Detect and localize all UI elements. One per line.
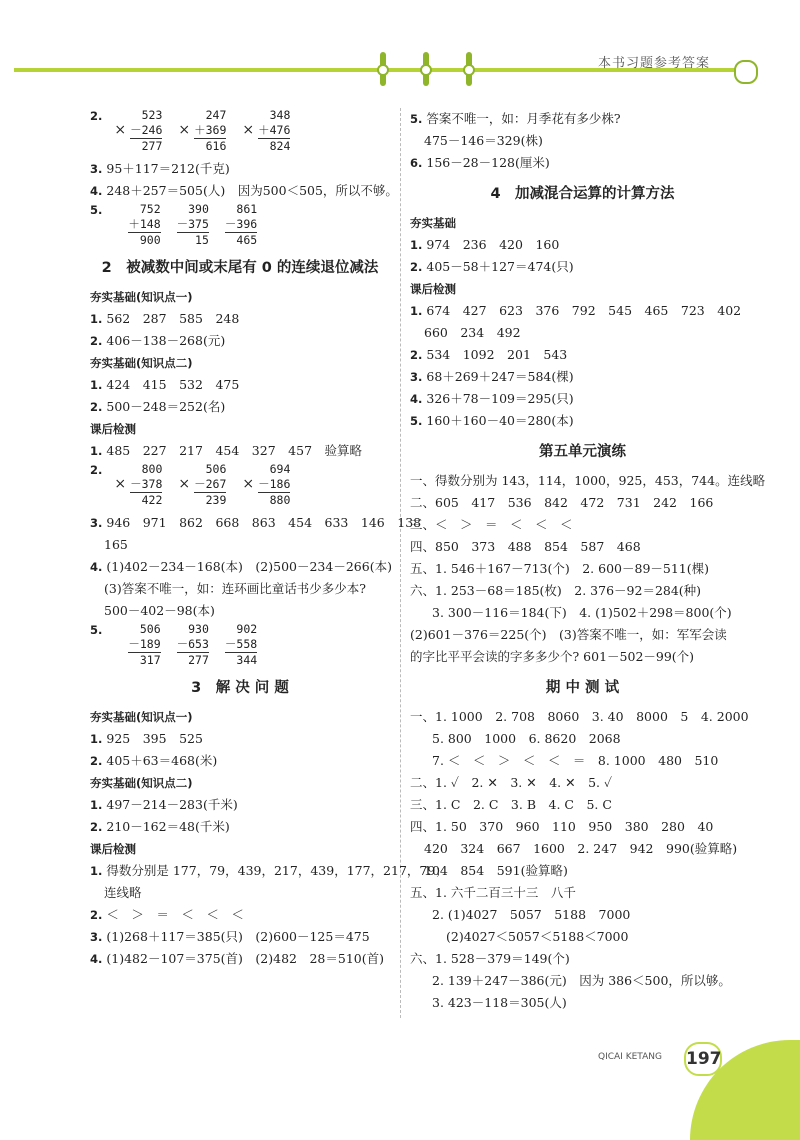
answer-line: 4. 248＋257＝505(人) 因为500＜505，所以不够。	[90, 183, 398, 198]
answer-line: (2)601－376＝225(个) (3)答案不唯一，如：军军会读	[410, 627, 727, 642]
answer-line: 1. 得数分别是 177，79，439，217，439，177，217，79；	[90, 863, 448, 878]
vertical-calc: 930 －653 277	[176, 622, 209, 667]
answer-line: 1. 424 415 532 475	[90, 377, 240, 392]
subheading: 课后检测	[90, 842, 136, 856]
subheading: 课后检测	[90, 422, 136, 436]
answer-line: 3. 68＋269＋247＝584(棵)	[410, 369, 574, 384]
answer-line: 1. 974 236 420 160	[410, 237, 560, 252]
item-number: 2.	[90, 463, 103, 477]
answer-line: 2. 405－58＋127＝474(只)	[410, 259, 574, 274]
section-heading: 4 加减混合运算的计算方法	[490, 186, 675, 202]
answer-line: 四、1. 50 370 960 110 950 380 280 40	[410, 819, 714, 834]
binder-clip-icon	[466, 52, 472, 86]
section-heading: 3 解 决 问 题	[191, 680, 289, 696]
vertical-calc-group	[114, 462, 302, 508]
footer-brand: QICAI KETANG	[598, 1052, 662, 1062]
subheading: 夯实基础(知识点二)	[90, 356, 193, 370]
vertical-calc: 902 －558 344	[224, 622, 258, 667]
item-number: 2.	[90, 109, 103, 123]
vertical-calc: 506 －189 317	[128, 622, 161, 667]
vertical-calc: 523 －246 277	[130, 108, 163, 153]
answer-line: 5. 160＋160－40＝280(本)	[410, 413, 574, 428]
item-number: 5.	[90, 203, 103, 217]
answer-line: 六、1. 528－379＝149(个)	[410, 951, 570, 966]
answer-line: 6. 156－28－128(厘米)	[410, 155, 550, 170]
answer-line: 420 324 667 1600 2. 247 942 990(验算略)	[424, 841, 738, 856]
answer-line: 1. 562 287 585 248	[90, 311, 240, 326]
answer-line: 二、605 417 536 842 472 731 242 166	[410, 495, 714, 510]
answer-line: 三、1. C 2. C 3. B 4. C 5. C	[410, 797, 612, 812]
answer-line: 2. 210－162＝48(千米)	[90, 819, 230, 834]
subheading: 夯实基础(知识点一)	[90, 710, 193, 724]
answer-line: (3)答案不唯一，如：连环画比童话书少多少本?	[104, 581, 366, 596]
subheading: 夯实基础	[410, 216, 456, 230]
answer-line: 2. 405＋63＝468(米)	[90, 753, 218, 768]
answer-line: 二、1. ✓ 2. ✕ 3. ✕ 4. ✕ 5. ✓	[410, 775, 613, 790]
answer-line: 四、850 373 488 854 587 468	[410, 539, 641, 554]
answer-5-vertical-calcs	[90, 202, 390, 248]
answer-line: 2. 139＋247－386(元) 因为 386＜500，所以够。	[432, 973, 731, 988]
answer-line: 一、得数分别为 143，114，1000，925，453，744。连线略	[410, 473, 766, 488]
vertical-calc-group	[128, 202, 269, 248]
wrong-mark-icon: ×	[114, 122, 127, 138]
answer-line: 1. 497－214－283(千米)	[90, 797, 238, 812]
answer-line: 五、1. 六千二百三十三 八千	[410, 885, 576, 900]
wrong-mark-icon: ×	[242, 122, 255, 138]
answer-line: 4. (1)482－107＝375(首) (2)482 28＝510(首)	[90, 951, 384, 966]
item-number: 5.	[90, 623, 103, 637]
right-column	[410, 108, 766, 1014]
answer-2-vertical-calcs	[90, 108, 390, 154]
answer-line: 2. (1)4027 5057 5188 7000	[432, 907, 631, 922]
vertical-calc-group	[114, 108, 302, 154]
wrong-mark-icon: ×	[178, 122, 191, 138]
answer-line: 2. 534 1092 201 543	[410, 347, 568, 362]
answer-line: 165	[104, 537, 128, 552]
answer-line: 2. ＜ ＞ ＝ ＜ ＜ ＜	[90, 907, 244, 922]
answer-line: 六、1. 253－68＝185(枚) 2. 376－92＝284(种)	[410, 583, 702, 598]
answer-5-vertical-calcs	[90, 622, 390, 668]
vertical-calc: 752 ＋148 900	[128, 202, 161, 247]
wrong-mark-icon: ×	[114, 476, 127, 492]
answer-line: 1. 485 227 217 454 327 457 验算略	[90, 443, 363, 458]
answer-line: 104 854 591(验算略)	[424, 863, 568, 878]
answer-line: 5. 800 1000 6. 8620 2068	[432, 731, 621, 746]
answer-2-vertical-calcs	[90, 462, 390, 508]
left-column	[90, 108, 448, 970]
answer-line: 3. 946 971 862 668 863 454 633 146 138	[90, 515, 422, 530]
answer-line: 1. 674 427 623 376 792 545 465 723 402	[410, 303, 742, 318]
answer-line: 的字比平平会读的字多多少个? 601－502－99(个)	[410, 649, 695, 664]
answer-line: 4. (1)402－234－168(本) (2)500－234－266(本)	[90, 559, 392, 574]
section-heading: 2 被减数中间或末尾有 0 的连续退位减法	[101, 260, 379, 276]
answer-line: 1. 925 395 525	[90, 731, 203, 746]
answer-line: (2)4027＜5057＜5188＜7000	[446, 929, 629, 944]
section-heading: 第五单元演练	[539, 444, 626, 460]
column-divider	[400, 108, 401, 1018]
vertical-calc: 694 －186 880	[258, 462, 291, 507]
section-heading: 期 中 测 试	[545, 680, 620, 696]
page-number: 197	[684, 1042, 722, 1076]
subheading: 课后检测	[410, 282, 456, 296]
vertical-calc: 348 ＋476 824	[258, 108, 291, 153]
answer-line: 3. 423－118＝305(人)	[432, 995, 567, 1010]
answer-line: 3. 95＋117＝212(千克)	[90, 161, 230, 176]
vertical-calc: 861 －396 465	[224, 202, 258, 247]
answer-line: 3. 300－116＝184(下) 4. (1)502＋298＝800(个)	[432, 605, 732, 620]
wrong-mark-icon: ×	[242, 476, 255, 492]
subheading: 夯实基础(知识点二)	[90, 776, 193, 790]
answer-line: 4. 326＋78－109＝295(只)	[410, 391, 574, 406]
binder-clip-icon	[423, 52, 429, 86]
vertical-calc-group	[128, 622, 269, 668]
answer-line: 连线略	[104, 885, 142, 900]
answer-line: 2. 406－138－268(元)	[90, 333, 226, 348]
answer-line: 500－402－98(本)	[104, 603, 215, 618]
vertical-calc: 800 －378 422	[130, 462, 163, 507]
wrong-mark-icon: ×	[178, 476, 191, 492]
answer-line: 475－146＝329(株)	[424, 133, 543, 148]
answer-line: 5. 答案不唯一，如：月季花有多少株?	[410, 111, 621, 126]
answer-line: 660 234 492	[424, 325, 521, 340]
answer-line: 7. ＜ ＜ ＞ ＜ ＜ ＝ 8. 1000 480 510	[432, 753, 719, 768]
vertical-calc: 390 －375 15	[176, 202, 209, 247]
vertical-calc: 247 ＋369 616	[194, 108, 227, 153]
answer-line: 三、＜ ＞ ＝ ＜ ＜ ＜	[410, 517, 573, 532]
answer-line: 五、1. 546＋167－713(个) 2. 600－89－511(棵)	[410, 561, 710, 576]
vertical-calc: 506 －267 239	[194, 462, 227, 507]
answer-line: 3. (1)268＋117＝385(只) (2)600－125＝475	[90, 929, 370, 944]
answer-line: 一、1. 1000 2. 708 8060 3. 40 8000 5 4. 2000	[410, 709, 749, 724]
mascot-icon	[734, 60, 758, 84]
answer-line: 2. 500－248＝252(名)	[90, 399, 226, 414]
binder-clip-icon	[380, 52, 386, 86]
header-title: 本书习题参考答案	[598, 56, 711, 71]
subheading: 夯实基础(知识点一)	[90, 290, 193, 304]
